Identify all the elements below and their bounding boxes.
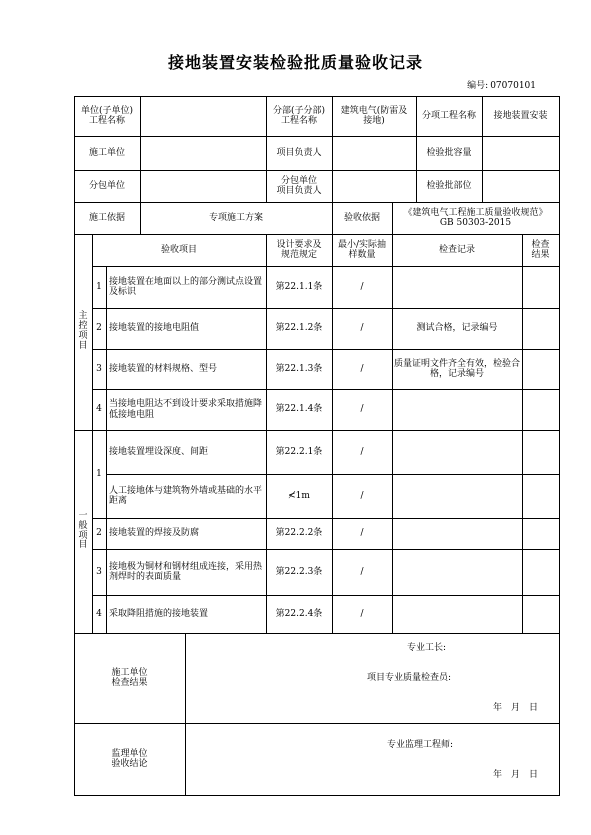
item-record[interactable] [392, 518, 522, 549]
col-item-header: 验收项目 [160, 244, 197, 255]
batch-capacity-value[interactable] [482, 136, 559, 170]
item-number: 1 [96, 468, 102, 479]
item-record[interactable] [392, 474, 522, 518]
item-result[interactable] [522, 595, 559, 633]
batch-location-value[interactable] [482, 170, 559, 202]
item-number: 3 [96, 566, 102, 577]
item-number: 3 [96, 363, 102, 374]
supervision-label: 监理单位 验收结论 [111, 748, 148, 769]
item-description: 采取降阻措施的接地装置 [109, 608, 209, 619]
construction-unit-value[interactable] [140, 136, 266, 170]
item-result[interactable] [522, 389, 559, 430]
batch-location-label: 检验批部位 [426, 180, 472, 191]
document-code [465, 78, 536, 91]
item-sample: / [360, 446, 364, 457]
item-record[interactable]: 测试合格，记录编号 [416, 323, 498, 334]
grid-line [482, 96, 483, 203]
supervision-date: 年 月 日 [493, 769, 539, 780]
general-label [74, 430, 92, 633]
item-sample: / [360, 608, 364, 619]
sub-leader-value[interactable] [332, 170, 416, 202]
col-sample-header: 最小/实际抽 样数量 [337, 239, 387, 260]
grid-line [74, 234, 560, 235]
item-description: 当接地电阻达不到设计要求采取措施降低接地电阻 [109, 399, 263, 420]
grid-line [559, 96, 560, 796]
construction-unit-label: 施工单位 [88, 147, 125, 158]
item-spec: 第22.1.3条 [275, 363, 323, 374]
grid-line [92, 549, 560, 550]
grid-line [92, 595, 560, 596]
item-sample: / [360, 528, 364, 539]
main-control-label [74, 234, 92, 430]
subdivision-value: 建筑电气(防雷及 接地) [340, 105, 408, 126]
grid-line [266, 234, 267, 634]
item-record[interactable] [392, 389, 522, 430]
grid-line [74, 202, 560, 203]
item-description: 接地装置埋设深度、间距 [109, 446, 209, 457]
grid-line [74, 633, 560, 634]
basis-label: 施工依据 [88, 212, 125, 223]
item-result[interactable] [522, 349, 559, 389]
grid-line [92, 266, 560, 267]
grid-line [106, 474, 560, 475]
item-sample: / [360, 490, 364, 501]
grid-line [74, 430, 560, 431]
col-design-header: 设计要求及 规范规定 [276, 239, 322, 260]
code-label: 编号: [467, 81, 489, 91]
item-sample: / [360, 566, 364, 577]
grid-line [74, 96, 75, 796]
acceptance-basis-label: 验收依据 [343, 212, 380, 223]
grid-line [74, 795, 560, 796]
grid-line [74, 170, 560, 171]
item-spec: 第22.1.4条 [275, 404, 323, 415]
grid-line [92, 389, 560, 390]
item-number: 2 [96, 528, 102, 539]
item-sample: / [360, 404, 364, 415]
basis-value: 专项施工方案 [208, 212, 263, 223]
item-spec: 第22.2.2条 [275, 528, 323, 539]
grid-line [92, 349, 560, 350]
main-control-text: 主控项目 [78, 311, 88, 351]
item-result[interactable] [522, 308, 559, 349]
col-result-header: 检查 结果 [531, 239, 550, 260]
grid-line [416, 96, 417, 203]
general-text: 一般项目 [78, 510, 88, 551]
item-result[interactable] [522, 518, 559, 549]
item-spec: ≮1m [288, 490, 310, 501]
item-sample: / [360, 363, 364, 374]
grid-line [522, 234, 523, 634]
item-description: 接地装置的材料规格、型号 [109, 363, 218, 374]
item-spec: 第22.2.4条 [275, 608, 323, 619]
engineer-label: 专业监理工程师: [387, 739, 454, 750]
item-number: 4 [96, 608, 102, 619]
item-number: 2 [96, 323, 102, 334]
item-spec: 第22.1.2条 [275, 323, 323, 334]
item-number: 4 [96, 404, 102, 415]
col-record-header: 检查记录 [438, 244, 475, 255]
item-record[interactable] [392, 549, 522, 595]
project-leader-label: 项目负责人 [276, 147, 322, 158]
item-spec: 第22.1.1条 [275, 281, 323, 292]
batch-capacity-label: 检验批容量 [426, 147, 472, 158]
item-project-value: 接地装置安装 [493, 110, 548, 121]
grid-line [106, 266, 107, 634]
item-record[interactable]: 质量证明文件齐全有效，检验合格，记录编号 [394, 358, 521, 379]
sub-unit-label: 分包单位 [88, 180, 125, 191]
item-result[interactable] [522, 549, 559, 595]
grid-line [74, 136, 560, 137]
item-spec: 第22.2.1条 [275, 446, 323, 457]
item-number: 1 [96, 281, 102, 292]
grid-line [392, 234, 393, 634]
grid-line [332, 234, 333, 634]
grid-line [392, 202, 393, 235]
item-description: 接地装置的接地电阻值 [109, 323, 200, 334]
item-description: 接地装置的焊接及防腐 [109, 528, 200, 539]
construction-check-label: 施工单位 检查结果 [111, 667, 148, 688]
acceptance-basis-value: 《建筑电气工程施工质量验收规范》 GB 50303-2015 [403, 207, 548, 228]
grid-line [266, 96, 267, 203]
page-title: 接地装置安装检验批质量验收记录 [167, 53, 423, 72]
grid-line [140, 202, 141, 235]
item-record[interactable] [392, 595, 522, 633]
item-record[interactable] [392, 266, 522, 308]
inspector-label: 项目专业质量检查员: [367, 672, 452, 683]
grid-line [92, 518, 560, 519]
item-project-label: 分项工程名称 [421, 110, 476, 121]
code-value: 07070101 [490, 81, 536, 91]
item-sample: / [360, 323, 364, 334]
construction-date: 年 月 日 [493, 702, 539, 713]
inspection-table [74, 96, 559, 816]
item-result[interactable] [522, 430, 559, 474]
unit-name-value[interactable] [140, 96, 266, 136]
grid-line [92, 234, 93, 634]
grid-line [92, 308, 560, 309]
grid-line [332, 202, 333, 235]
project-leader-value[interactable] [332, 136, 416, 170]
sub-unit-value[interactable] [140, 170, 266, 202]
unit-name-label: 单位(子单位) 工程名称 [80, 105, 134, 126]
foreman-label: 专业工长: [407, 642, 447, 653]
grid-line [185, 633, 186, 796]
grid-line [74, 96, 560, 97]
item-description: 接地装置在地面以上的部分测试点设置及标识 [109, 276, 263, 297]
item-record[interactable] [392, 430, 522, 474]
item-spec: 第22.2.3条 [275, 566, 323, 577]
item-result[interactable] [522, 474, 559, 518]
subdivision-label: 分部(子分部) 工程名称 [272, 105, 326, 126]
item-description: 接地极为铜材和钢材组成连接，采用热剂焊时的表面质量 [109, 561, 263, 582]
grid-line [74, 723, 560, 724]
item-sample: / [360, 281, 364, 292]
item-description: 人工接地体与建筑物外墙或基础的水平距离 [109, 485, 263, 506]
sub-leader-label: 分包单位 项目负责人 [276, 175, 322, 196]
item-result[interactable] [522, 266, 559, 308]
grid-line [332, 96, 333, 203]
grid-line [140, 96, 141, 203]
